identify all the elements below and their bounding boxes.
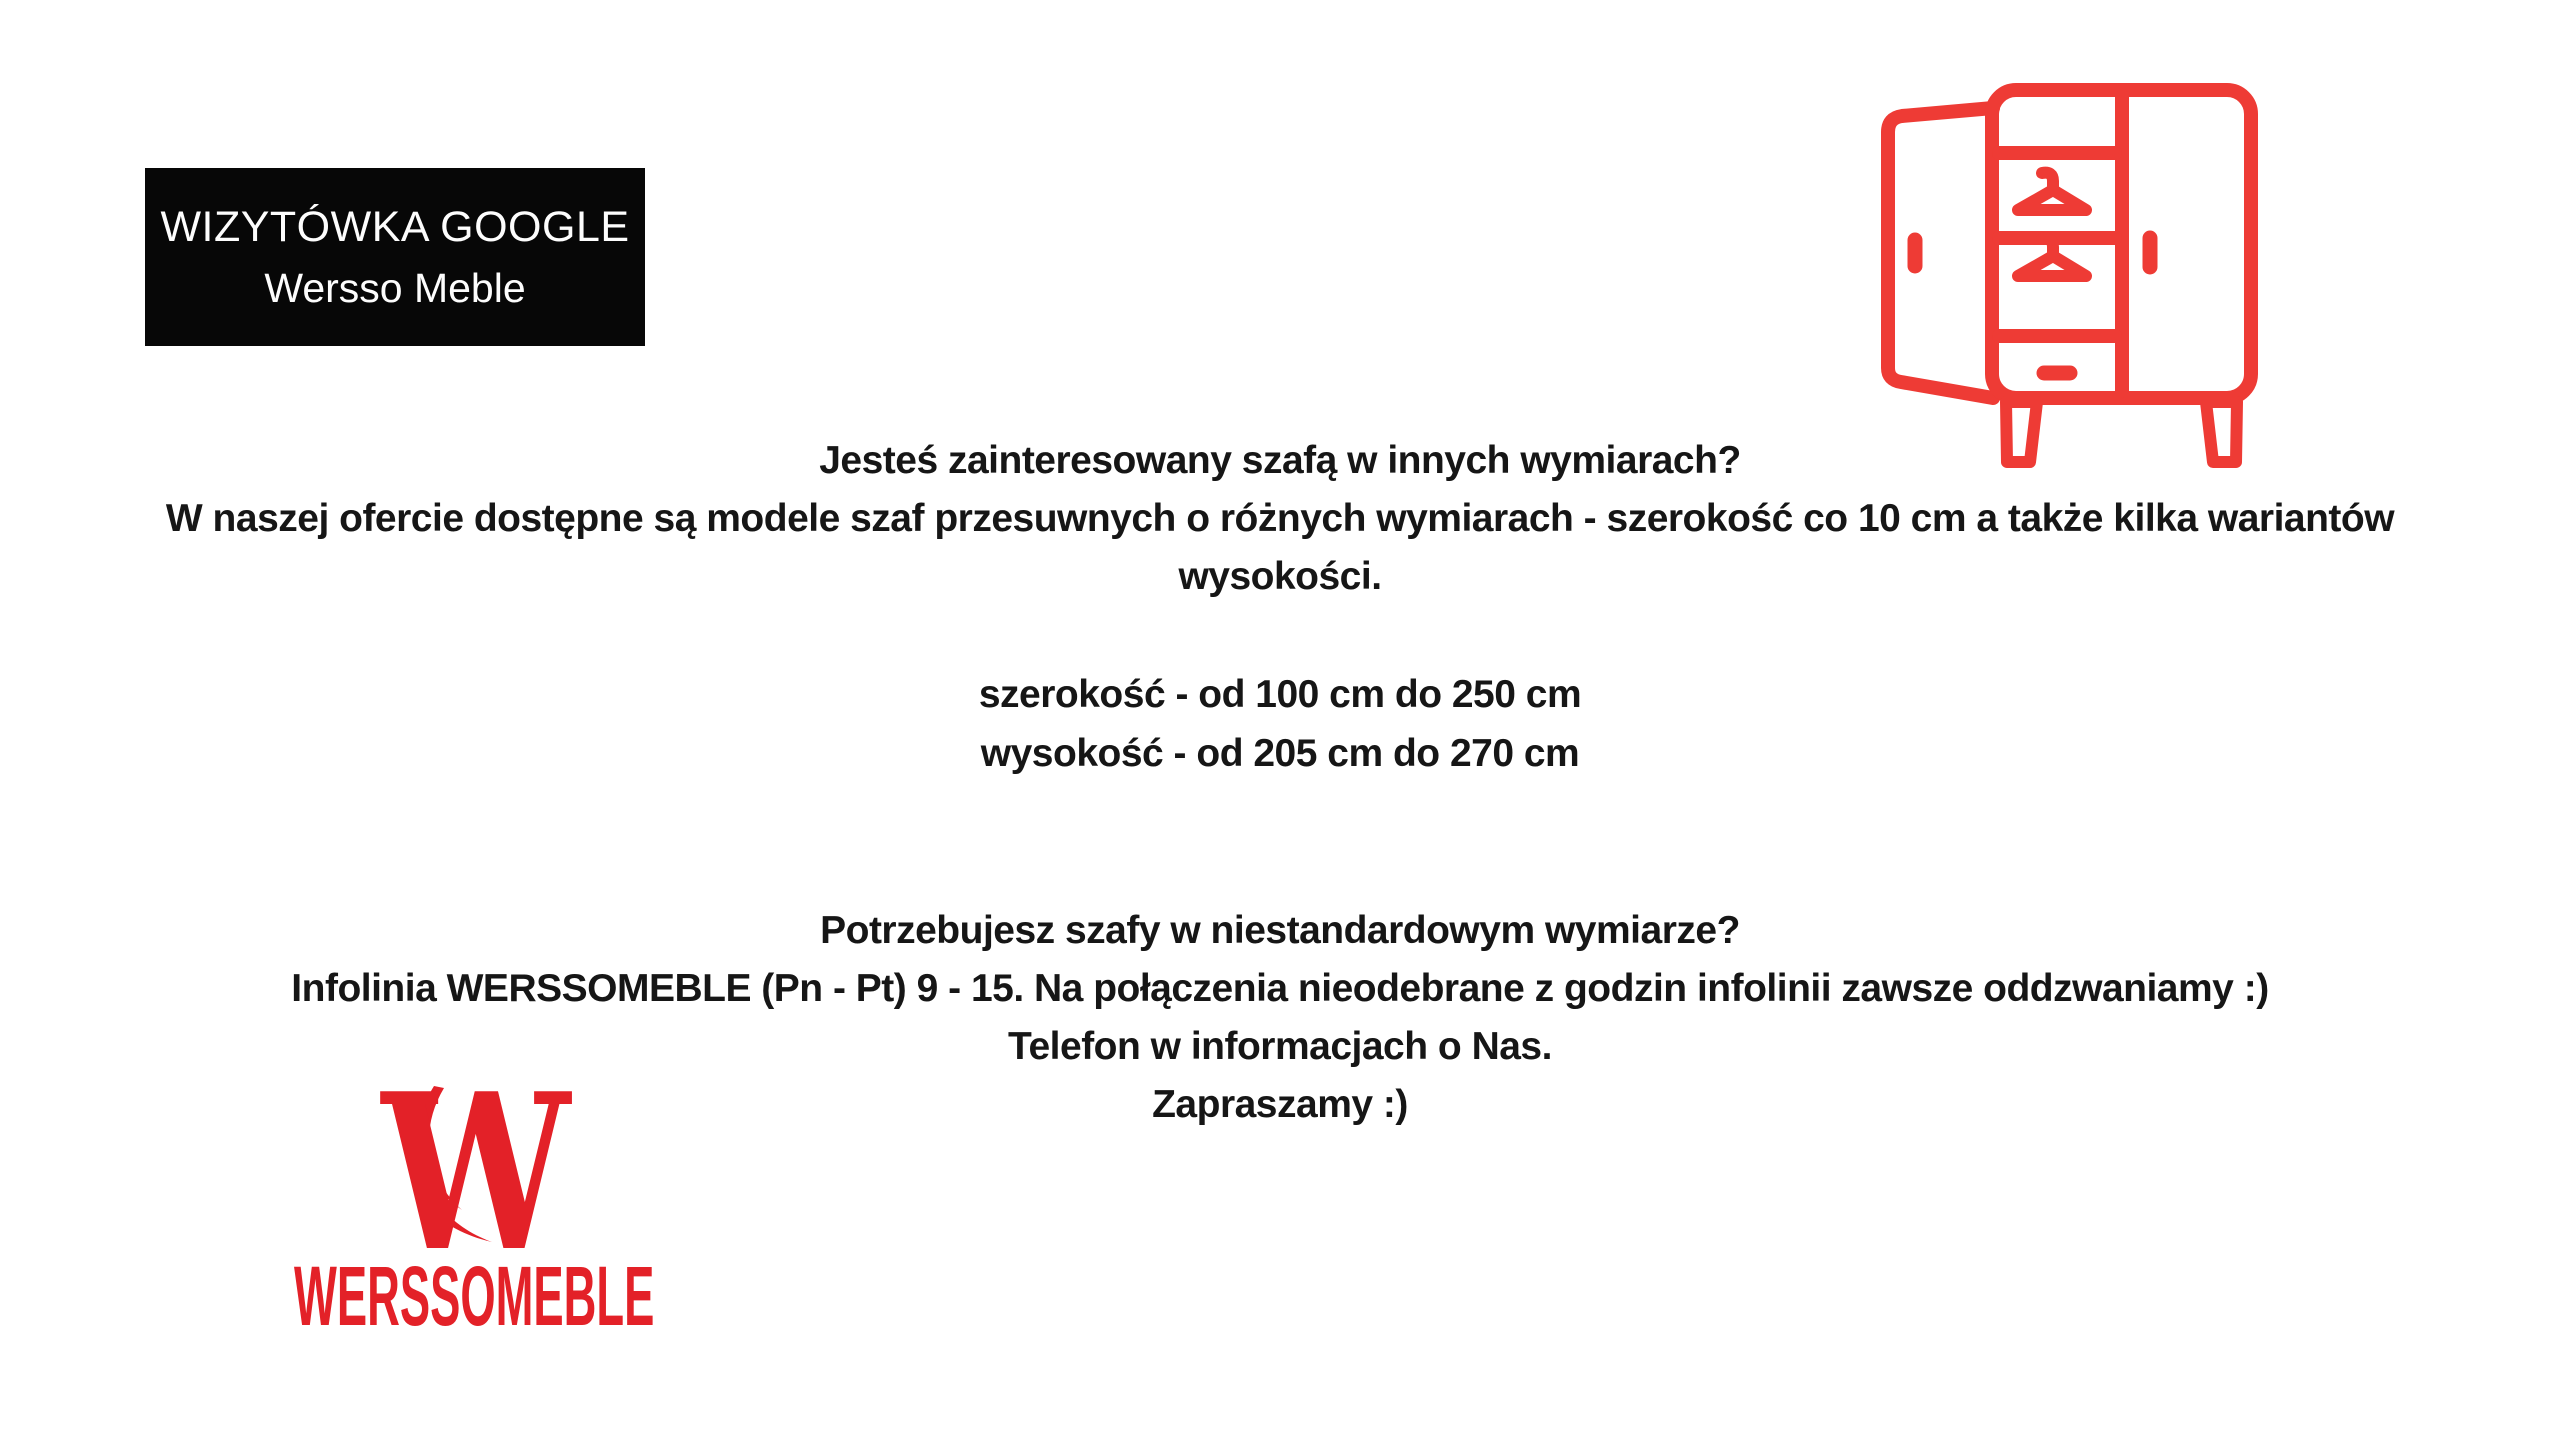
contact-line: Telefon w informacjach o Nas.: [1008, 1025, 1552, 1068]
intro-line: wysokości.: [1178, 555, 1382, 598]
contact-line: Potrzebujesz szafy w niestandardowym wymiarze?: [820, 909, 1740, 952]
width-range-line: szerokość - od 100 cm do 250 cm: [978, 673, 1582, 716]
hanger-icon: [2018, 173, 2086, 210]
logo-brand-name: WERSSOMEBLE: [294, 1249, 655, 1343]
google-business-card-badge: [145, 168, 645, 346]
contact-line: Infolinia WERSSOMEBLE (Pn - Pt) 9 - 15. Na połączenia nieodebrane z godzin infolinii zawsze oddzwaniamy :): [291, 967, 2269, 1010]
intro-line: W naszej ofercie dostępne są modele szaf przesuwnych o różnych wymiarach - szerokość co 10 cm a także kilka wariantów: [165, 497, 2395, 540]
logo-monogram-letter: W: [381, 1047, 570, 1300]
badge-subtitle: Wersso Meble: [264, 264, 526, 311]
dimensions-text-block: [0, 665, 2560, 783]
contact-line: Zapraszamy :): [1152, 1083, 1408, 1126]
intro-line: Jesteś zainteresowany szafą w innych wymiarach?: [819, 439, 1741, 482]
height-range-line: wysokość - od 205 cm do 270 cm: [980, 732, 1580, 775]
werssomeble-logo: [290, 1047, 680, 1350]
intro-text-block: [0, 432, 2560, 606]
logo-w-monogram-icon: [381, 1047, 570, 1300]
wardrobe-open-door: [1888, 108, 1993, 398]
badge-title: WIZYTÓWKA GOOGLE: [160, 202, 630, 251]
